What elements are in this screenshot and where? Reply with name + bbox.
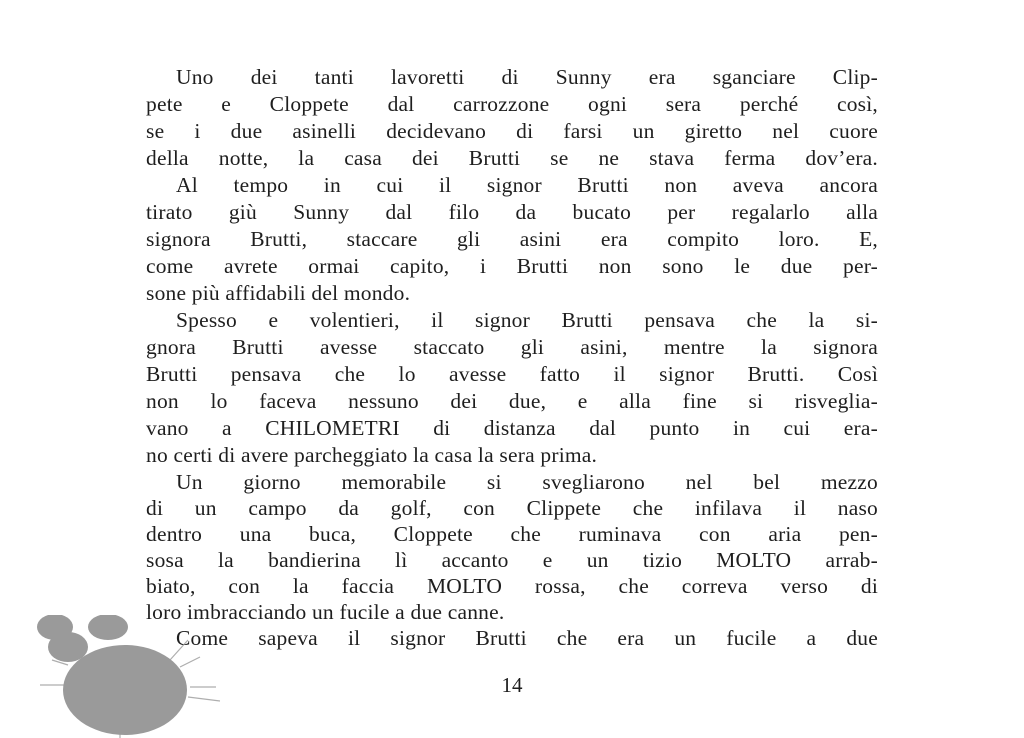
text-line: no certi di avere parcheggiato la casa la sera prima.: [146, 443, 598, 467]
text-line: Spesso e volentieri, il signor Brutti pensava che la si-: [176, 308, 878, 332]
text-line: gnora Brutti avesse staccato gli asini, mentre la signora: [146, 335, 878, 359]
text-line: signora Brutti, staccare gli asini era compito loro. E,: [146, 227, 878, 251]
ink-splat-icon: [20, 615, 260, 738]
text-line: dentro una buca, Cloppete che ruminava con aria pen-: [146, 522, 878, 546]
text-line: tirato giù Sunny dal filo da bucato per regalarlo alla: [146, 200, 878, 224]
text-line: Un giorno memorabile si svegliarono nel bel mezzo: [176, 470, 878, 494]
text-line: biato, con la faccia MOLTO rossa, che correva verso di: [146, 574, 878, 598]
text-line: Uno dei tanti lavoretti di Sunny era sganciare Clip-: [176, 65, 878, 89]
text-line: loro imbracciando un fucile a due canne.: [146, 600, 505, 624]
text-line: Al tempo in cui il signor Brutti non aveva ancora: [176, 173, 878, 197]
text-line: Come sapeva il signor Brutti che era un fucile a due: [176, 626, 878, 650]
text-line: pete e Cloppete dal carrozzone ogni sera perché così,: [146, 92, 878, 116]
text-line: sosa la bandierina lì accanto e un tizio MOLTO arrab-: [146, 548, 878, 572]
text-line: sone più affidabili del mondo.: [146, 281, 411, 305]
text-line: se i due asinelli decidevano di farsi un giretto nel cuore: [146, 119, 878, 143]
text-line: come avrete ormai capito, i Brutti non sono le due per-: [146, 254, 878, 278]
text-line: della notte, la casa dei Brutti se ne stava ferma dov’era.: [146, 146, 878, 170]
text-line: vano a CHILOMETRI di distanza dal punto in cui era-: [146, 416, 878, 440]
text-line: non lo faceva nessuno dei due, e alla fine si risveglia-: [146, 389, 878, 413]
page-number: 14: [501, 673, 523, 697]
text-line: Brutti pensava che lo avesse fatto il signor Brutti. Così: [146, 362, 878, 386]
text-line: di un campo da golf, con Clippete che infilava il naso: [146, 496, 878, 520]
